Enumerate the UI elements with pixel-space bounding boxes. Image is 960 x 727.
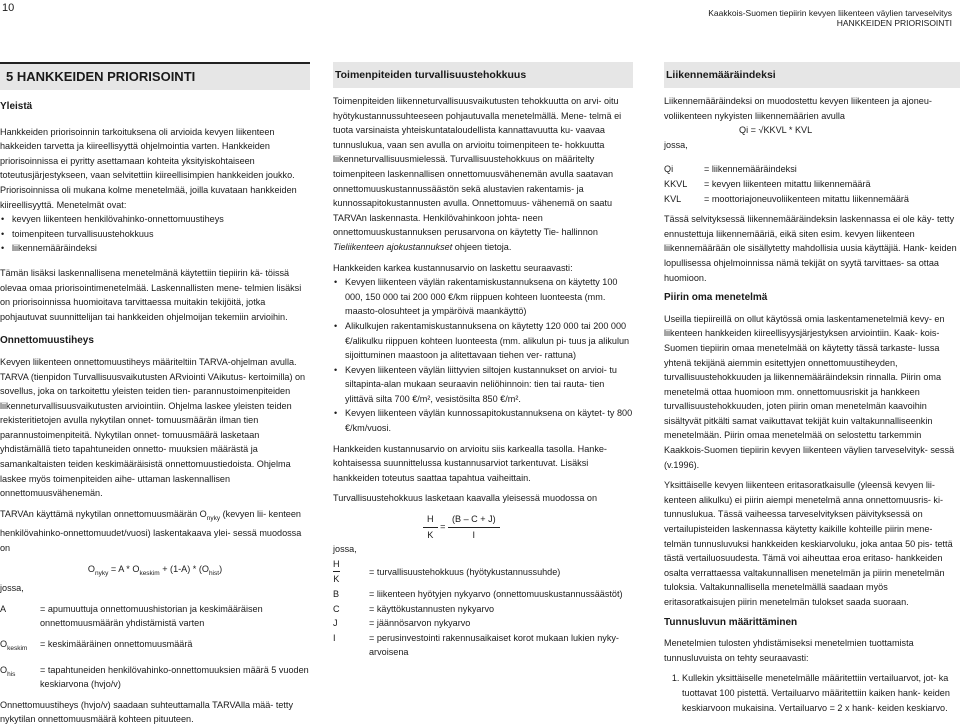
section-band: Liikennemääräindeksi	[664, 62, 960, 88]
list-item: • Alikulkujen rakentamiskustannuksena on käytetty 120 000 tai 200 000 €/alikulku riippuen kohteen luonteesta (mm. alikulun pi- tuus ja alikulun sijoittuminen maastoon ja alitettavaan tiehen ver- rattuna)	[345, 319, 633, 363]
column-right	[664, 62, 960, 715]
formula-qi: Qi = √KKVL * KVL	[739, 125, 813, 136]
list-item: • Kevyen liikenteen väylän rakentamiskustannuksena on käytetty 100 000, 150 000 tai 200 000 €/km riippuen kohteen luonteesta (mm. maasto-olosuhteet ja ympäröivä maankäyttö)	[345, 275, 633, 319]
column-middle	[333, 62, 633, 660]
definition-row: $\frac{H}{K}$ = turvallisuustehokkuus (hyötykustannussuhde)	[333, 558, 561, 585]
doc-title: Kaakkois-Suomen tiepiirin kevyen liikenteen väylien tarveselvitys	[708, 8, 952, 18]
paragraph: Menetelmien tulosten yhdistämiseksi menetelmien tuottamista tunnusluvuista on tehty seuraavasti:	[664, 638, 914, 663]
paragraph: Tämän lisäksi laskennallisena menetelmänä käytettiin tiepiirin kä- töissä olevaa omaa priorisointimenetelmää. Laskennallisten mene- telmien lisäksi on priorisoinnissa huomioitava tarvittaessa muitakin tekijöitä, jotka pohjautuvat suunnittelijan tai hankkeiden ohjelmoijan tekemiin arvioihin.	[0, 267, 302, 322]
list-item: • Kevyen liikenteen väylän liittyvien siltojen kustannukset on arvioi- tu siltapinta-alan mukaan seuraavin neliöhinnoin: tien tai rauta- tien ylittävä silta 700 €/m², vesistösilta 850 €/m².	[345, 363, 633, 407]
paragraph: Liikennemääräindeksi on muodostettu kevyen liikenteen ja ajoneu- voliikenteen nykyisten liikennemäärien avulla	[664, 96, 932, 121]
definition-row: KVL = moottoriajoneuvoliikenteen mitattu liikennemäärä	[664, 193, 909, 204]
paragraph: Yksittäiselle kevyen liikenteen eritasoratkaisulle (yleensä kevyen lii- kenteen alikulku) ei piirin aiempi menetelmä anna onnettomuusris- ki-tunnuslukua. Tässä vaiheessa tarveselvityksen päivityksessä on vertailupisteiden laskennassa käytetty kaikille kohteille piirin mene- telmän tunnusluvuksi hankkeiden keskiarvoluku, joka antaa 50 pis- tettä tästä vertailuosuudesta. Tämä voi aiheuttaa eroa eritaso- hankkeiden osalta verrattaessa valtakunnallisen menetelmän ja piirin menetelmän tuloksia. Valtakunnallisella menetelmällä saadaan myös eritasoratkaisujen piirin menetelmän tulokset saada suoraan.	[664, 480, 953, 607]
heading-yleista: Yleistä	[0, 101, 33, 112]
jossa-label: jossa,	[0, 583, 24, 594]
paragraph: Hankkeiden kustannusarvio on arvioitu siis karkealla tasolla. Hanke- kohtaisessa suunnittelussa kustannusarviot tarkentuvat. Lisäksi hankkeiden toteutus saattaa tapahtua vaiheittain.	[333, 443, 607, 483]
heading-onnettomuustiheys: Onnettomuustiheys	[0, 335, 94, 347]
page-number: 10	[2, 2, 15, 14]
definition-row: A = apumuuttuja onnettomuushistorian ja keskimääräisen onnettomuusmäärän yhdistämistä varten	[0, 603, 263, 629]
paragraph: Onnettomuustiheys (hvjo/v) saadaan suhteuttamalla TARVAlla mää- tetty nykytilan onnettomuusmäärä kohteen pituuteen.	[0, 699, 293, 725]
paragraph: Kevyen liikenteen onnettomuustiheys määriteltiin TARVA-ohjelman avulla. TARVA (tienpidon Turvallisuusvaikutusten ARviointi VAikutus- kertoimilla) on sovellus, joka on tarkoitettu yleisten teiden tien- parannustoimenpiteiden liikenneturvallisuusvaikutusten arviointiin. Ohjelma laskee yleisten teiden rekisteritietojen avulla nykytilan onnet- tomuusmäärän ilman tien parannustoimenpiteitä. Nykytilan onnet- tomuusmäärä lasketaan yhdistämällä tieto tapahtuneiden onnetto- muuksien määrästä ja samankaltaisten teiden keskimääräisistä onnettomuustiedoista. Ohjelma laskee myös toimenpiteiden aihe- uttaman laskennallisen onnettomuusvähenemän.	[0, 356, 306, 499]
formula-hk: $\frac{H}{K}$ = $\frac{(B - C + J)}{I}$	[333, 512, 633, 542]
paragraph: Hankkeiden priorisoinnin tarkoituksena oli arvioida kevyen liikenteen hakkeiden tarvetta ja kiireellisyyttä ohjelmointia varten. Hankkeiden priorisoinnissa ei pyritty asettamaan kohteita yksityiskohtaiseen toteutusjärjestykseen, vaan selvitettiin kiireellisimpien hankkeiden joukko. Priorisoinnissa oli mukana kolme menetelmää, joilla kuvataan hankkeiden kiireellisyyttä. Menetelmät ovat:	[0, 126, 297, 210]
paragraph: Tässä selvityksessä liikennemääräindeksin laskennassa ei ole käy- tetty ennustettuja liikennemääriä, eikä siten esim. kevyen liikenteen liikennemäärään ole sisällytetty mahdollisia uusia käyttäjiä. Hank- keiden lopullisessa ohjelmoinnissa nämä tekijät on syytä tarvittaes- sa ottaa huomioon.	[664, 214, 957, 283]
jossa-label: jossa,	[333, 544, 357, 555]
heading-tunnusluku: Tunnusluvun määrittäminen	[664, 616, 798, 628]
definition-row: C = käyttökustannusten nykyarvo	[333, 603, 495, 614]
cost-list	[333, 275, 633, 436]
formula-onyky: $O_{nyky} = A * O_{keskim} + (1-A) * (O_{hist})$	[87, 563, 223, 577]
paragraph: TARVAn käyttämä nykytilan onnettomuusmäärän $O_{nyky}$ (kevyen lii- kenteen henkilövahinko-onnettomuudet/vuosi) laskentakaava ylei- sessä muodossa on	[0, 508, 302, 554]
definition-row: $O_{his}$ = tapahtuneiden henkilövahinko-onnettomuuksien määrä 5 vuoden keskiarvona (hvjo/v)	[0, 664, 309, 690]
paragraph: Toimenpiteiden liikenneturvallisuusvaikutusten tehokkuutta on arvi- oitu hyötykustannussuhteeseen pohjautuvalla menetelmällä. Mene- telmä ei tuota varsinaista yhteiskuntataloudellista kannattavuutta ku- vaavaa tunnuslukua, vaan sen avulla on arvioitu toimenpiteen te- hokkuutta liikenneturvallisuusmielessä. Turvallisuustehokkuus on määritelty toimenpiteen laskennallisen onnettomuusvähenemän avulla saatavan onnettomuuskustannussäästön sekä alustavien rakentamis- ja kunnossapitokustannusten avulla. Onnettomuus- vähenemä on saatu TARVAn laskennasta. Henkilövahinkoon johta- neen onnettomuuskustannuksen perusarvona on käytetty Tie- hallinnon Tieliikenteen ajokustannukset ohjeen tietoja.	[333, 96, 622, 252]
definition-row: B = liikenteen hyötyjen nykyarvo (onnettomuuskustannussäästöt)	[333, 589, 623, 599]
doc-section: HANKKEIDEN PRIORISOINTI	[836, 18, 952, 28]
definition-row: KKVL = kevyen liikenteen mitattu liikennemäärä	[664, 178, 871, 189]
list-item: • toimenpiteen turvallisuustehokkuus	[12, 227, 310, 242]
paragraph: Hankkeiden karkea kustannusarvio on laskettu seuraavasti:	[333, 262, 573, 273]
definition-row: Qi = liikennemääräindeksi	[664, 164, 797, 175]
heading-piirin-oma: Piirin oma menetelmä	[664, 292, 768, 304]
jossa-label: jossa,	[664, 139, 688, 150]
definition-row: $O_{keskim}$ = keskimääräinen onnettomuusmäärä	[0, 639, 193, 652]
list-item: • Kevyen liikenteen väylän kunnossapitokustannuksena on käytet- ty 800 €/km/vuosi.	[345, 406, 633, 435]
definition-row: J = jäännösarvon nykyarvo	[333, 618, 471, 629]
method-list	[0, 212, 310, 256]
section-band: Toimenpiteiden turvallisuustehokkuus	[333, 62, 633, 88]
numbered-list	[664, 671, 960, 715]
list-item: • liikennemääräindeksi	[12, 241, 310, 256]
paragraph: Useilla tiepiireillä on ollut käytössä omia laskentamenetelmiä kevy- en liikenteen hankkeiden kiireellisyysjärjestyksen arviointiin. Kaak- kois-Suomen tiepiirin omaa menetelmää on käytetty tässä tarkaste- lussa yhtenä tekijänä aiemmin esitettyjen onnettomuustiheyden, turvallisuustehokkuuden ja liikennemääräindeksin rinnalla. Piirin oma menetelmä ottaa huomioon mm. onnettomuusriskit ja hankkeen turvallisuustehokkuuden, joten piirin oman menetelmän kaavoihin sisältyvät pitkälti samat vaikuttavat tekijät kuin valtakunnalliseenkin menetelmään. Piirin omaa menetelmää on selostettu tarkemmin Kaakkois-Suomen tiepiirin kevyen liikenteen väylien tarveselvityk- sessä (v.1996).	[664, 313, 955, 470]
chapter-title: 5 HANKKEIDEN PRIORISOINTI	[0, 62, 310, 90]
list-item: 1. Kullekin yksittäiselle menetelmälle määritettiin vertailuarvot, jot- ka tuottavat 100 pistettä. Vertailuarvo määritettiin kaiken hank- keiden keskiarvoon mukaisina. Vertailuarvo = 2 x hank- keiden keskiarvo.	[682, 671, 960, 715]
list-item: • kevyen liikenteen henkilövahinko-onnettomuustiheys	[12, 212, 310, 227]
running-header	[708, 8, 952, 28]
paragraph: Turvallisuustehokkuus lasketaan kaavalla yleisessä muodossa on	[333, 493, 598, 504]
definition-row: I = perusinvestointi rakennusaikaiset korot mukaan lukien nyky- arvoisena	[333, 632, 619, 658]
column-left	[0, 62, 310, 727]
